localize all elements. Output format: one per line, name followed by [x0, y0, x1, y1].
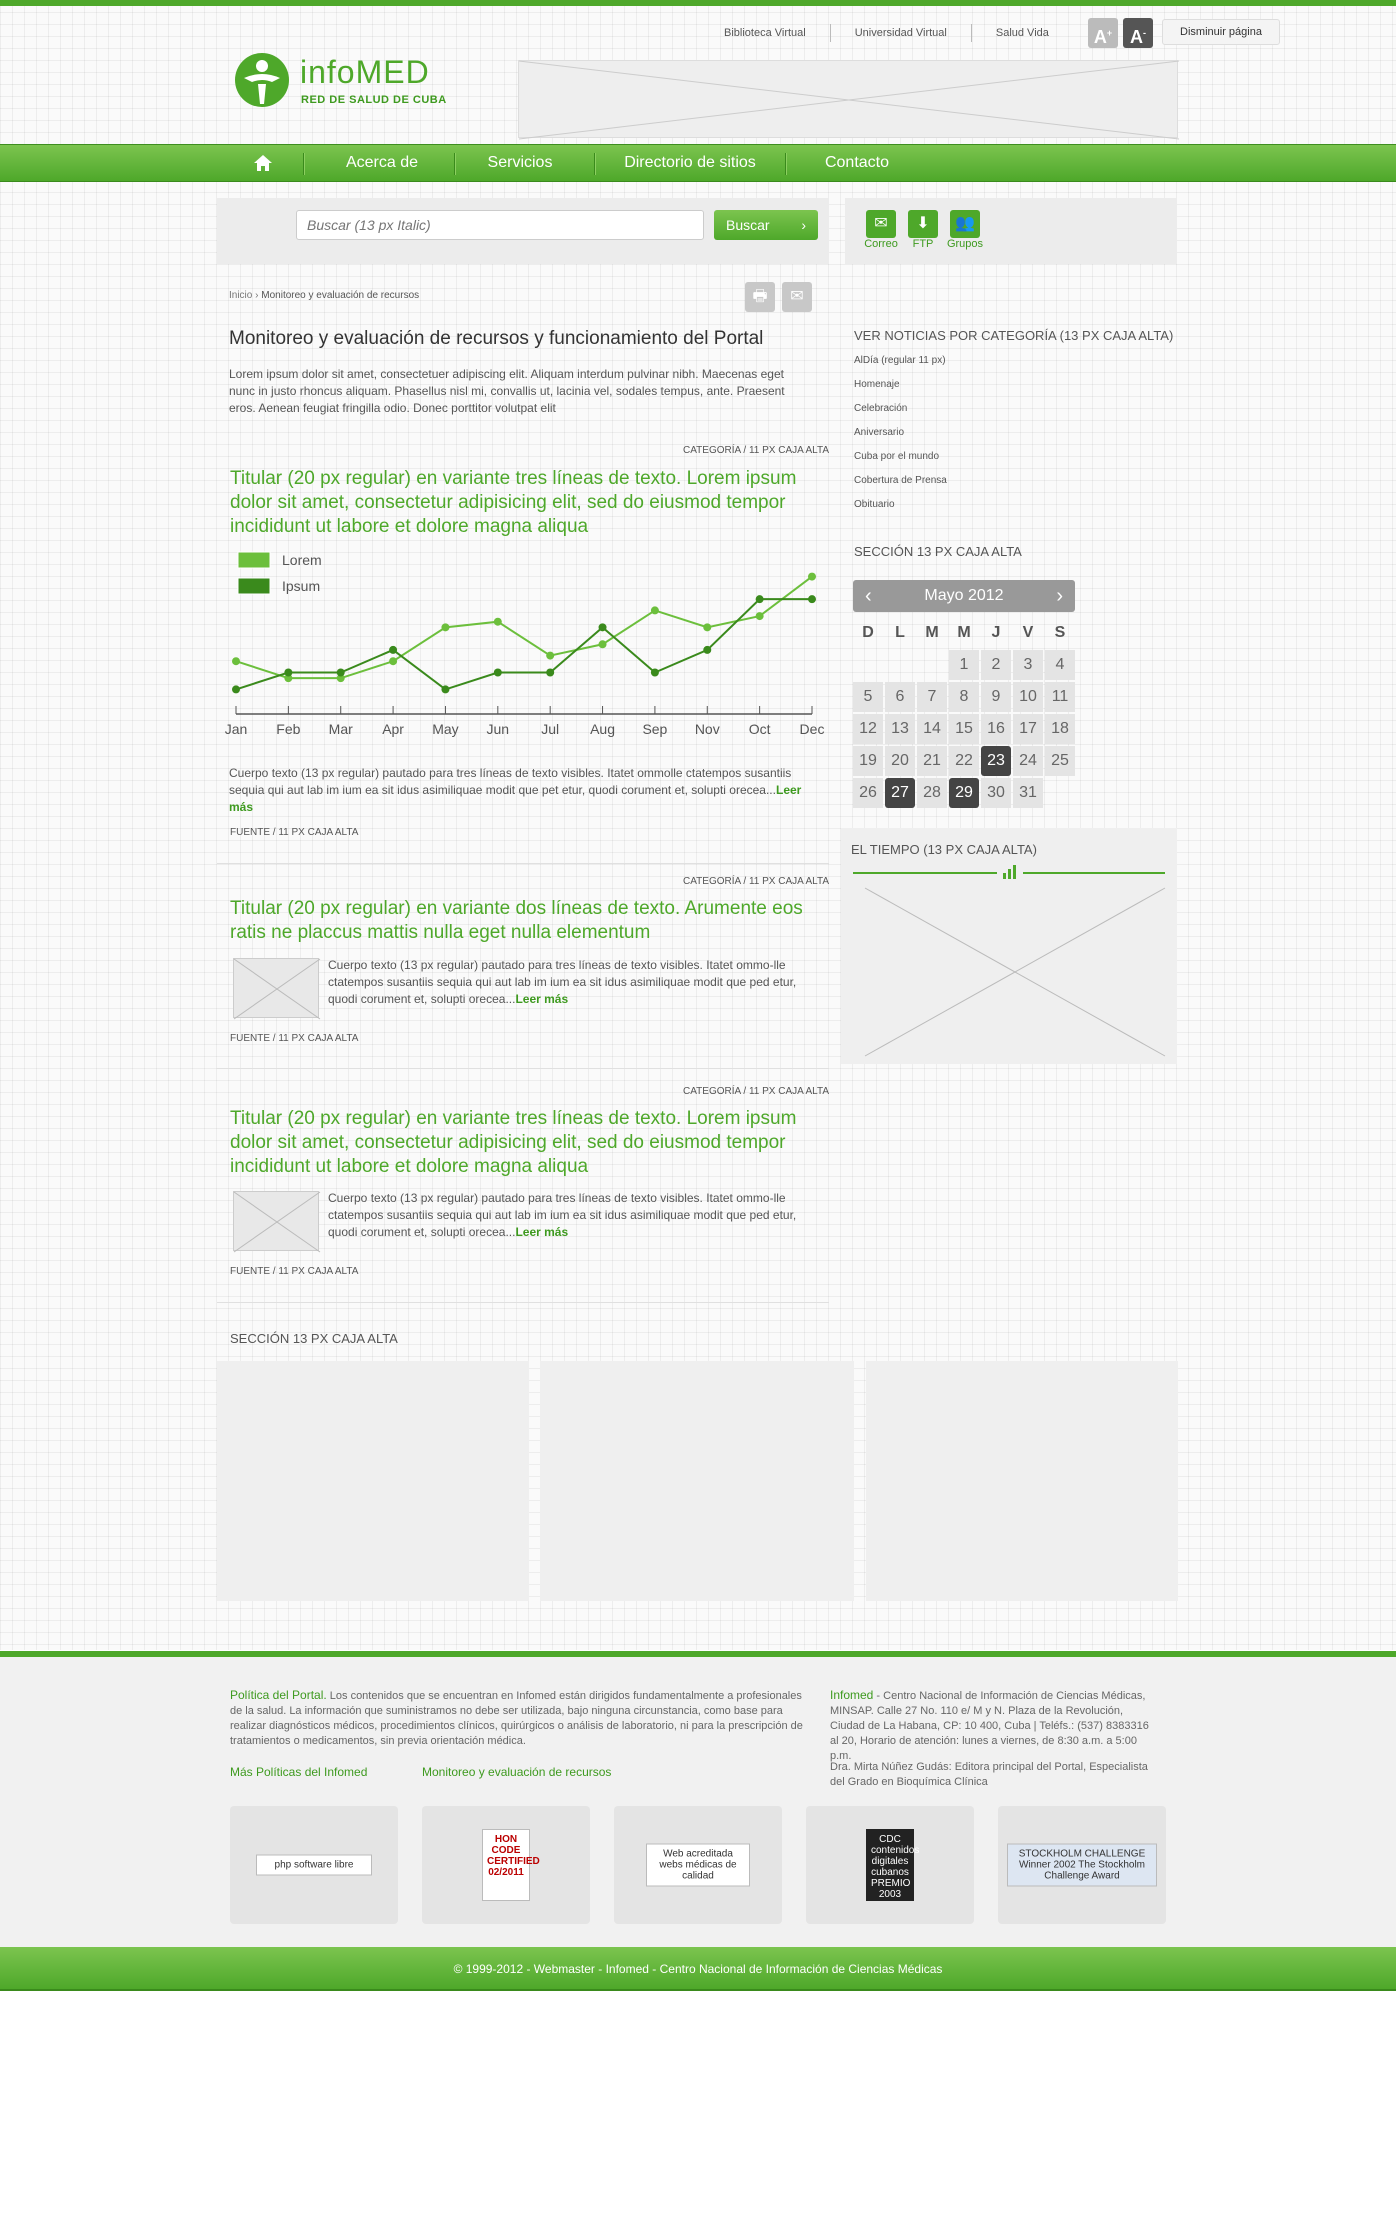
data-point: [441, 623, 449, 631]
series-line-ipsum: [236, 599, 812, 689]
x-tick-label: Jan: [224, 721, 248, 737]
calendar-day[interactable]: 17: [1013, 714, 1043, 744]
calendar-weekday: M: [925, 624, 939, 641]
breadcrumb: Inicio › Monitoreo y evaluación de recursos: [229, 290, 420, 301]
data-point: [703, 623, 711, 631]
legend-label: Lorem: [282, 552, 322, 568]
category-link[interactable]: Cuba por el mundo: [854, 451, 940, 462]
article-body: Cuerpo texto (13 px regular) pautado para tres líneas de texto visibles. Itatet ommolle ctatempos susantiis sequia qui aut lab im ium ea sit idus asimiliquae modit que pet etur, quodi corument et, solupti orecea...Leer más: [229, 766, 802, 814]
data-point: [599, 640, 607, 648]
bottom-section-box: [866, 1361, 1178, 1601]
nav-home[interactable]: [240, 145, 286, 183]
article-divider: [217, 863, 829, 864]
data-point: [494, 669, 502, 677]
nav-contacto[interactable]: Contacto: [824, 154, 890, 171]
main-nav: [0, 144, 1396, 182]
article-source: FUENTE / 11 PX CAJA ALTA: [230, 1266, 359, 1277]
calendar-day[interactable]: 10: [1013, 682, 1043, 712]
calendar-day[interactable]: 5: [853, 682, 883, 712]
article-category: CATEGORÍA / 11 PX CAJA ALTA: [683, 876, 829, 887]
more-policies-link[interactable]: Más Políticas del Infomed: [230, 1765, 368, 1779]
data-point: [232, 657, 240, 665]
data-point: [808, 573, 816, 581]
article-title[interactable]: Titular (20 px regular) en variante tres líneas de texto. Lorem ipsum dolor sit amet, consectetur adipisicing elit, sed do eiusmod tempor incididunt ut labore et dolore magna aliqua: [230, 1108, 797, 1177]
badge-cdc[interactable]: CDC contenidos digitales cubanos PREMIO 2003: [806, 1806, 974, 1924]
article-source: FUENTE / 11 PX CAJA ALTA: [230, 827, 359, 838]
badge-stockholm[interactable]: STOCKHOLM CHALLENGE Winner 2002 The Stockholm Challenge Award: [998, 1806, 1166, 1924]
group-icon: 👥: [950, 210, 980, 238]
calendar-weekday: M: [957, 624, 971, 641]
top-accent-line: [0, 0, 1396, 6]
download-icon: ⬇: [908, 210, 938, 238]
calendar-day[interactable]: 9: [981, 682, 1011, 712]
calendar-day[interactable]: 23: [981, 746, 1011, 776]
data-point: [703, 646, 711, 654]
data-point: [546, 652, 554, 660]
calendar-day[interactable]: 21: [917, 746, 947, 776]
nav-servicios[interactable]: Servicios: [487, 154, 553, 171]
calendar-day[interactable]: 1: [949, 650, 979, 680]
calendar-day[interactable]: 7: [917, 682, 947, 712]
logo-icon: [234, 52, 290, 108]
legend-swatch: [238, 552, 270, 568]
weather-placeholder: [865, 888, 1165, 1056]
nav-directorio[interactable]: Directorio de sitios: [624, 154, 756, 171]
search-bar: [217, 198, 829, 264]
x-tick-label: Jul: [541, 721, 560, 737]
top-link-universidad[interactable]: Universidad Virtual: [830, 24, 971, 42]
data-point: [651, 669, 659, 677]
line-chart: [224, 544, 828, 754]
calendar-day[interactable]: 2: [981, 650, 1011, 680]
sidebar-section-heading: SECCIÓN 13 PX CAJA ALTA: [854, 544, 1022, 559]
calendar-day[interactable]: 12: [853, 714, 883, 744]
data-point: [756, 612, 764, 620]
calendar-day[interactable]: 22: [949, 746, 979, 776]
breadcrumb-home[interactable]: Inicio: [229, 290, 253, 301]
footer-infomed: Infomed - Centro Nacional de Información de Ciencias Médicas, MINSAP. Calle 27 No. 110 e/ M y N. Plaza de la Revolución, Ciudad de La Habana, CP: 10 400, Cuba | Teléfs.: (537) 8383316 al 20, Horario de atención: lunes a viernes, de 8:30 a.m. a 5:00 p.m.: [830, 1688, 1149, 1762]
calendar-day[interactable]: 27: [885, 778, 915, 808]
mail-icon: ✉: [866, 210, 896, 238]
quick-link-correo[interactable]: ✉ Correo: [859, 210, 903, 250]
news-categories-heading: VER NOTICIAS POR CATEGORÍA (13 PX CAJA ALTA): [854, 328, 1174, 343]
article-title[interactable]: Titular (20 px regular) en variante tres líneas de texto. Lorem ipsum dolor sit amet, consectetur adipisicing elit, sed do eiusmod tempor incididunt ut labore et dolore magna aliqua: [230, 468, 797, 537]
infomed-logo[interactable]: [234, 52, 454, 112]
copyright-bar: © 1999-2012 - Webmaster - Infomed - Centro Nacional de Información de Ciencias Médicas: [0, 1947, 1396, 1991]
logo-name: infoMED: [300, 54, 430, 90]
series-line-lorem: [236, 577, 812, 679]
calendar-day[interactable]: 16: [981, 714, 1011, 744]
calendar-weekday: S: [1054, 624, 1066, 641]
data-point: [284, 669, 292, 677]
search-button[interactable]: Buscar ›: [714, 210, 818, 240]
badge-hon-code[interactable]: HON CODE CERTIFIED 02/2011: [422, 1806, 590, 1924]
email-button[interactable]: [782, 282, 812, 312]
calendar-day[interactable]: 6: [885, 682, 915, 712]
calendar-day[interactable]: 24: [1013, 746, 1043, 776]
article-body: Cuerpo texto (13 px regular) pautado para tres líneas de texto visibles. Itatet ommo-lle ctatempos susantiis sequia qui aut lab im ium ea sit idus asimiliquae modit que ped etur, quodi corument et, solupti orecea...Leer más: [328, 958, 797, 1006]
data-point: [389, 657, 397, 665]
page-title: Monitoreo y evaluación de recursos y funcionamiento del Portal: [229, 328, 764, 349]
category-link[interactable]: Aniversario: [854, 427, 905, 438]
calendar-day[interactable]: 19: [853, 746, 883, 776]
category-link[interactable]: AlDía (regular 11 px): [854, 355, 946, 366]
breadcrumb-current: Monitoreo y evaluación de recursos: [261, 290, 420, 301]
article-category: CATEGORÍA / 11 PX CAJA ALTA: [683, 1086, 829, 1097]
calendar-day[interactable]: 29: [949, 778, 979, 808]
search-input[interactable]: [296, 210, 704, 240]
footer-editor: Dra. Mirta Núñez Gudás: Editora principal del Portal, Especialista del Grado en Bioquímica Clínica: [830, 1761, 1148, 1788]
calendar-day[interactable]: 3: [1013, 650, 1043, 680]
calendar-header: [853, 580, 1075, 612]
article-title[interactable]: Titular (20 px regular) en variante dos líneas de texto. Arumente eos ratis ne placcus mattis nulla eget nulla elementum: [230, 898, 803, 943]
header-banner-placeholder: [518, 60, 1178, 138]
article-thumbnail: [233, 958, 319, 1018]
top-link-biblioteca[interactable]: Biblioteca Virtual: [724, 27, 806, 39]
print-icon: 🖶: [752, 288, 768, 305]
calendar-weekday: J: [991, 624, 1001, 641]
x-tick-label: Apr: [382, 721, 404, 737]
data-point: [756, 595, 764, 603]
calendar-month: Mayo 2012: [924, 587, 1004, 604]
calendar-day[interactable]: 13: [885, 714, 915, 744]
category-link[interactable]: Homenaje: [854, 379, 900, 390]
weather-bars-icon: [997, 864, 1023, 882]
calendar-day[interactable]: 25: [1045, 746, 1075, 776]
weather-heading: EL TIEMPO (13 PX CAJA ALTA): [851, 842, 1037, 857]
monitoring-link[interactable]: Monitoreo y evaluación de recursos: [422, 1765, 612, 1779]
font-increase-button[interactable]: A+: [1088, 18, 1118, 48]
calendar-weekday: V: [1022, 624, 1034, 641]
chevron-right-icon: ›: [801, 217, 806, 233]
calendar-day[interactable]: 30: [981, 778, 1011, 808]
x-tick-label: Mar: [328, 721, 353, 737]
print-button[interactable]: [745, 282, 775, 312]
data-point: [232, 685, 240, 693]
x-tick-label: Jun: [486, 721, 510, 737]
calendar-day[interactable]: 14: [917, 714, 947, 744]
quick-link-ftp[interactable]: ⬇ FTP: [901, 210, 945, 250]
calendar-weekday: L: [895, 624, 905, 641]
top-links: [700, 24, 1073, 42]
read-more-link[interactable]: Leer más: [515, 992, 569, 1006]
data-point: [546, 669, 554, 677]
x-tick-label: Sep: [642, 721, 668, 737]
read-more-link[interactable]: Leer más: [515, 1225, 569, 1239]
logo-tagline: RED DE SALUD DE CUBA: [301, 94, 447, 106]
font-decrease-button[interactable]: A-: [1123, 18, 1153, 48]
calendar-day[interactable]: 26: [853, 778, 883, 808]
article-source: FUENTE / 11 PX CAJA ALTA: [230, 1033, 359, 1044]
calendar-day[interactable]: 18: [1045, 714, 1075, 744]
calendar-day[interactable]: 20: [885, 746, 915, 776]
calendar-day[interactable]: 15: [949, 714, 979, 744]
footer-policy: Política del Portal. Los contenidos que se encuentran en Infomed están dirigidos fundamentalmente a profesionales de la salud. La información que suministramos no debe ser utilizada, bajo ninguna circunstancia, como base para realizar diagnósticos médicos, procedimientos clínicos, quirúrgicos o análisis de laboratorio, ni para la prescripción de tratamientos o medicamentos, sin previa orientación médica.: [230, 1688, 803, 1747]
mail-icon: ✉: [790, 288, 804, 305]
decrease-page-tooltip: Disminuir página: [1162, 19, 1280, 45]
article-category: CATEGORÍA / 11 PX CAJA ALTA: [683, 445, 829, 456]
data-point: [494, 618, 502, 626]
weather-widget: [841, 828, 1177, 1064]
x-tick-label: Oct: [748, 721, 771, 737]
calendar-day[interactable]: 8: [949, 682, 979, 712]
category-link[interactable]: Obituario: [854, 499, 895, 510]
data-point: [441, 685, 449, 693]
page-intro: Lorem ipsum dolor sit amet, consectetuer adipiscing elit. Aliquam interdum pulvinar nibh. Maecenas eget nunc in justo rhoncus aliquam. Phasellus nisl mi, convallis ut, lacinia vel, sodales tempus, ante. Praesent eros. Aenean feugiat fringilla odio. Donec porttitor volutpat elit: [229, 367, 785, 415]
calendar-day[interactable]: 11: [1045, 682, 1075, 712]
data-point: [337, 669, 345, 677]
data-point: [389, 646, 397, 654]
read-more-link[interactable]: Leer más: [229, 783, 802, 814]
top-link-salud-vida[interactable]: Salud Vida: [971, 24, 1073, 42]
x-tick-label: Nov: [694, 721, 720, 737]
quick-links: [845, 198, 1177, 264]
policy-link[interactable]: Política del Portal.: [230, 1688, 327, 1702]
data-point: [599, 623, 607, 631]
bottom-section-heading: SECCIÓN 13 PX CAJA ALTA: [230, 1331, 398, 1346]
infomed-link[interactable]: Infomed: [830, 1688, 874, 1702]
article-thumbnail: [233, 1191, 319, 1251]
article-divider: [217, 1068, 829, 1069]
bottom-section-box: [540, 1361, 854, 1601]
badge-software-libre[interactable]: php software libre: [230, 1806, 398, 1924]
x-tick-label: Dec: [799, 721, 825, 737]
category-link[interactable]: Cobertura de Prensa: [854, 475, 947, 486]
x-tick-label: Aug: [590, 721, 616, 737]
badge-web-acreditada[interactable]: Web acreditada webs médicas de calidad: [614, 1806, 782, 1924]
calendar-next-button[interactable]: ›: [1056, 585, 1063, 607]
calendar-prev-button[interactable]: ‹: [865, 585, 872, 607]
calendar-day[interactable]: 31: [1013, 778, 1043, 808]
data-point: [808, 595, 816, 603]
calendar-day[interactable]: 4: [1045, 650, 1075, 680]
calendar-day[interactable]: 28: [917, 778, 947, 808]
article-body: Cuerpo texto (13 px regular) pautado para tres líneas de texto visibles. Itatet ommo-lle ctatempos susantiis sequia qui aut lab im ium ea sit idus asimiliquae modit que ped etur, quodi corument et, solupti orecea...Leer más: [328, 1191, 797, 1239]
calendar-weekday: D: [862, 624, 874, 641]
data-point: [651, 606, 659, 614]
legend-swatch: [238, 578, 270, 594]
home-icon: [253, 154, 273, 172]
x-tick-label: Feb: [276, 721, 301, 737]
legend-label: Ipsum: [282, 578, 321, 594]
article-divider: [217, 1302, 829, 1303]
bottom-section-box: [217, 1361, 529, 1601]
nav-acerca[interactable]: Acerca de: [345, 154, 419, 171]
quick-link-grupos[interactable]: 👥 Grupos: [943, 210, 987, 250]
x-tick-label: May: [432, 721, 459, 737]
category-link[interactable]: Celebración: [854, 403, 908, 414]
